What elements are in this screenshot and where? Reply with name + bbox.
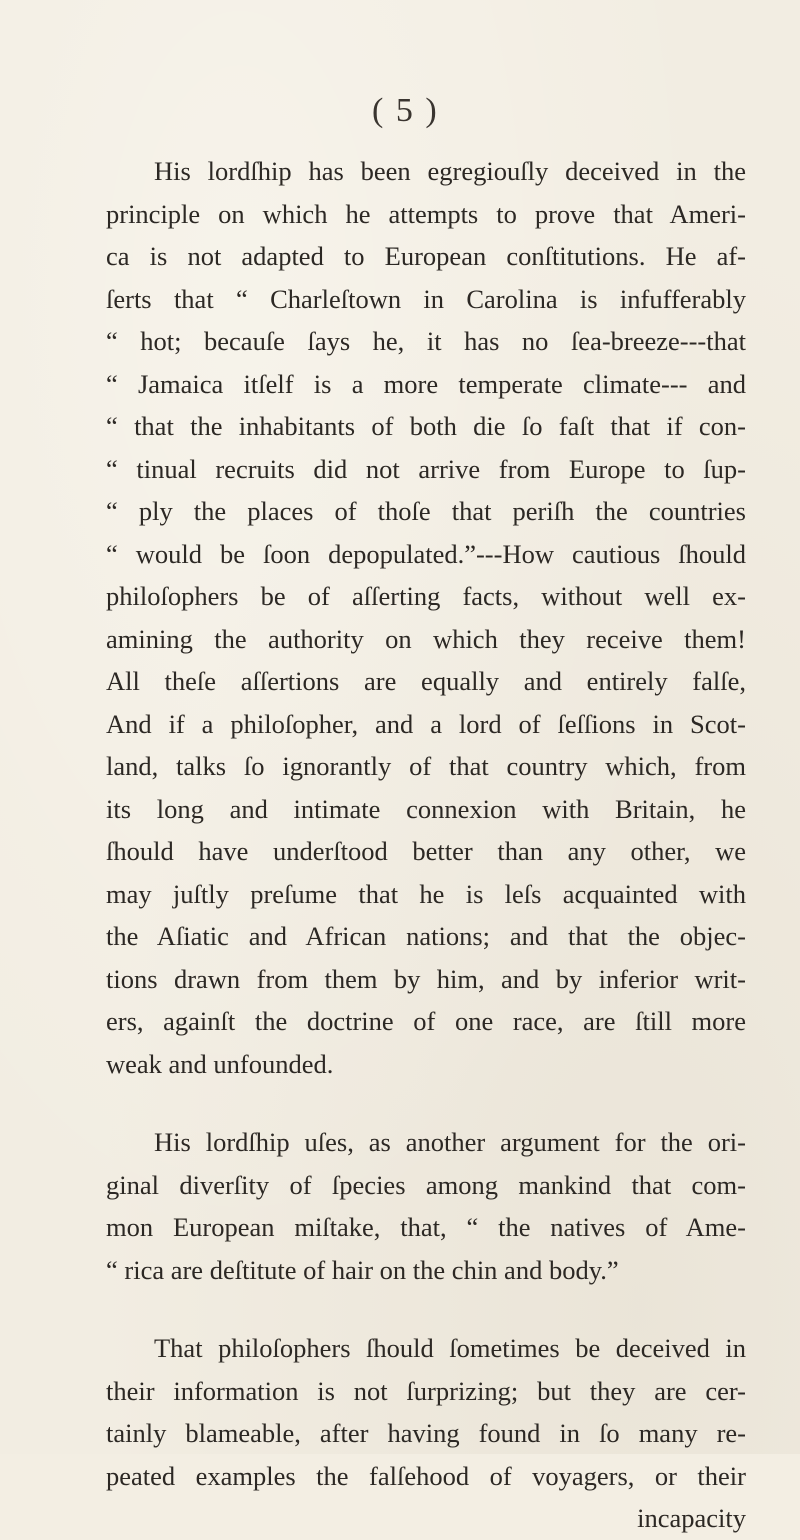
- text-line: land, talks ſo ignorantly of that country which, from: [106, 751, 746, 781]
- text-line: its long and intimate connexion with Britain, he: [106, 793, 746, 824]
- text-line: peated examples the falſehood of voyagers, or their: [106, 1460, 746, 1491]
- text-line: ſhould have underſtood better than any other, we: [106, 836, 746, 866]
- catchword: incapacity: [637, 1503, 746, 1533]
- text-line: “ that the inhabitants of both die ſo faſt that if con-: [106, 411, 746, 441]
- paragraph-2: [106, 1121, 746, 1291]
- text-line: ſerts that “ Charleſtown in Carolina is infufferably: [106, 283, 746, 314]
- text-line: His lordſhip uſes, as another argument for the ori-: [154, 1127, 746, 1157]
- text-line: “ rica are deſtitute of hair on the chin and body.”: [106, 1254, 619, 1285]
- text-line: “ ply the places of thoſe that periſh the countries: [106, 496, 746, 526]
- text-line: ers, againſt the doctrine of one race, are ſtill more: [106, 1006, 746, 1036]
- text-line: tainly blameable, after having found in ſo many re-: [106, 1418, 746, 1448]
- paragraph-1: [106, 150, 746, 1085]
- text-line: And if a philoſopher, and a lord of ſeſſions in Scot-: [106, 708, 746, 739]
- text-line: “ hot; becauſe ſays he, it has no ſea-breeze---that: [106, 326, 746, 356]
- text-line: mon European miſtake, that, “ the natives of Ame-: [106, 1212, 746, 1242]
- body-text: [106, 150, 746, 1540]
- text-line: “ tinual recruits did not arrive from Europe to ſup-: [106, 453, 746, 484]
- text-line: All theſe aſſertions are equally and entirely falſe,: [106, 666, 746, 696]
- paragraph-3: [106, 1327, 746, 1497]
- text-line: weak and unfounded.: [106, 1048, 334, 1079]
- text-line: may juſtly preſume that he is leſs acquainted with: [106, 878, 746, 909]
- paragraph-gap: [106, 1085, 746, 1121]
- text-line: tions drawn from them by him, and by inferior writ-: [106, 963, 746, 994]
- text-line: philoſophers be of aſſerting facts, without well ex-: [106, 581, 746, 611]
- text-line: That philoſophers ſhould ſometimes be deceived in: [154, 1333, 746, 1363]
- text-line: His lordſhip has been egregiouſly deceived in the: [154, 156, 746, 186]
- text-line: ginal diverſity of ſpecies among mankind that com-: [106, 1169, 746, 1200]
- text-line: ca is not adapted to European conſtitutions. He af-: [106, 241, 746, 271]
- paragraph-gap: [106, 1291, 746, 1327]
- text-line: amining the authority on which they receive them!: [106, 623, 746, 654]
- text-line: their information is not ſurprizing; but they are cer-: [106, 1375, 746, 1406]
- page-number: ( 5 ): [372, 92, 439, 129]
- text-line: principle on which he attempts to prove that Ameri-: [106, 198, 746, 229]
- text-line: “ Jamaica itſelf is a more temperate climate--- and: [106, 368, 746, 399]
- text-line: “ would be ſoon depopulated.”---How cautious ſhould: [106, 538, 746, 569]
- text-line: the Aſiatic and African nations; and that the objec-: [106, 921, 746, 951]
